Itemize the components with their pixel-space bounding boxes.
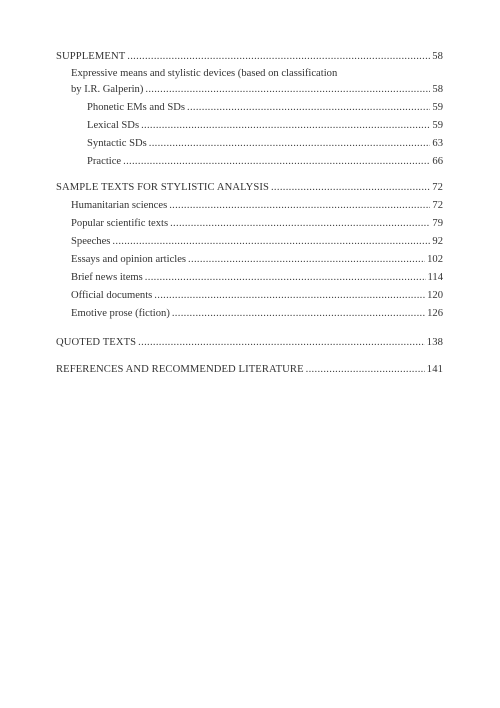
- toc-entry-page: 126: [427, 308, 443, 319]
- toc-leader-dots: [149, 135, 431, 153]
- toc-entry-expressive-means[interactable]: [56, 66, 443, 99]
- toc-entry-phonetic[interactable]: [56, 99, 443, 117]
- toc-entry-lexical[interactable]: [56, 117, 443, 135]
- toc-entry-title: Essays and opinion articles: [71, 254, 187, 265]
- toc-entry-humanitarian[interactable]: [56, 197, 443, 215]
- toc-entry-title: SUPPLEMENT: [56, 51, 126, 62]
- toc-entry-page: 66: [432, 156, 443, 167]
- toc-entry-page: 92: [432, 236, 443, 247]
- toc-leader-dots: [138, 334, 425, 352]
- toc-entry-title: Practice: [87, 156, 122, 167]
- toc-leader-dots: [169, 197, 430, 215]
- toc-entry-page: 120: [427, 290, 443, 301]
- toc-entry-title: Brief news items: [71, 272, 143, 283]
- table-of-contents: [56, 48, 443, 379]
- toc-entry-practice[interactable]: [56, 153, 443, 171]
- toc-leader-dots: [145, 81, 430, 99]
- toc-leader-dots: [154, 287, 425, 305]
- toc-entry-title: SAMPLE TEXTS FOR STYLISTIC ANALYSIS: [56, 182, 269, 193]
- toc-entry-essays[interactable]: [56, 251, 443, 269]
- toc-entry-title: Humanitarian sciences: [71, 200, 168, 211]
- toc-entry-page: 138: [426, 337, 443, 348]
- toc-entry-emotive-prose[interactable]: [56, 305, 443, 323]
- toc-entry-syntactic[interactable]: [56, 135, 443, 153]
- toc-entry-title: Lexical SDs: [87, 120, 140, 131]
- toc-entry-popular-scientific[interactable]: [56, 215, 443, 233]
- toc-entry-page: 58: [432, 84, 443, 95]
- toc-entry-page: 63: [432, 138, 443, 149]
- toc-entry-sample-texts[interactable]: [56, 179, 443, 197]
- toc-entry-title: Official documents: [71, 290, 153, 301]
- toc-leader-dots: [172, 305, 425, 323]
- toc-entry-page: 72: [432, 182, 443, 193]
- toc-entry-title: REFERENCES AND RECOMMENDED LITERATURE: [56, 364, 304, 375]
- toc-entry-official[interactable]: [56, 287, 443, 305]
- toc-entry-title: QUOTED TEXTS: [56, 337, 137, 348]
- toc-entry-page: 59: [432, 102, 443, 113]
- toc-leader-dots: [187, 99, 430, 117]
- toc-entry-quoted-texts[interactable]: [56, 334, 443, 352]
- toc-entry-page: 72: [432, 200, 443, 211]
- toc-entry-page: 79: [432, 218, 443, 229]
- toc-leader-dots: [127, 48, 430, 66]
- toc-entry-title: Speeches: [71, 236, 111, 247]
- toc-leader-dots: [145, 269, 426, 287]
- toc-entry-page: 102: [427, 254, 443, 265]
- toc-entry-page: 141: [426, 364, 443, 375]
- toc-entry-page: 114: [427, 272, 443, 283]
- toc-entry-title: Emotive prose (fiction): [71, 308, 170, 319]
- toc-leader-dots: [123, 153, 430, 171]
- toc-entry-title-line2: by I.R. Galperin): [71, 84, 144, 95]
- toc-entry-speeches[interactable]: [56, 233, 443, 251]
- toc-entry-title-line1: Expressive means and stylistic devices (based on classification: [71, 68, 338, 79]
- toc-leader-dots: [112, 233, 430, 251]
- toc-entry-references[interactable]: [56, 361, 443, 379]
- toc-entry-title: Popular scientific texts: [71, 218, 169, 229]
- toc-leader-dots: [188, 251, 425, 269]
- toc-leader-dots: [271, 179, 430, 197]
- toc-entry-news[interactable]: [56, 269, 443, 287]
- toc-entry-title: Phonetic EMs and SDs: [87, 102, 185, 113]
- toc-entry-supplement[interactable]: [56, 48, 443, 66]
- toc-leader-dots: [306, 361, 425, 379]
- toc-leader-dots: [141, 117, 430, 135]
- toc-leader-dots: [170, 215, 430, 233]
- toc-entry-title: Syntactic SDs: [87, 138, 147, 149]
- toc-entry-page: 59: [432, 120, 443, 131]
- toc-entry-page: 58: [432, 51, 443, 62]
